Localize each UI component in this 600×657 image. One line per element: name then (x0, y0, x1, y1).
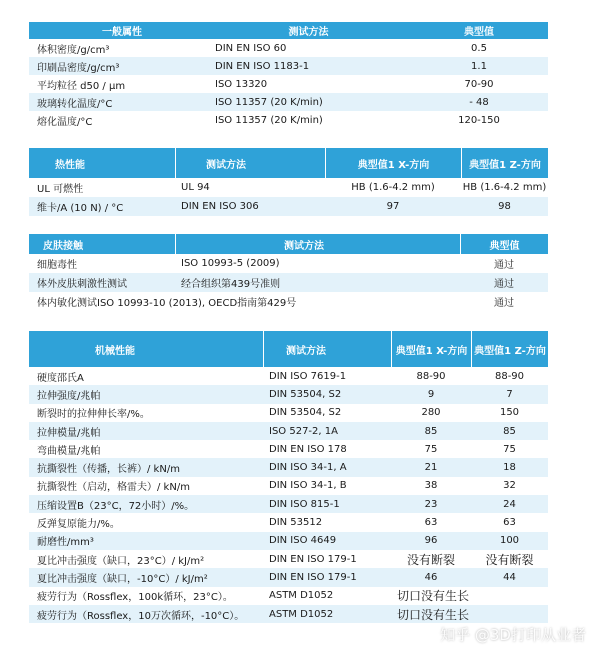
method-cell: DIN 53512 (269, 517, 323, 529)
property-cell: 断裂时的拉伸伸长率/%。 (37, 409, 150, 421)
table-row (29, 57, 548, 75)
property-cell: 抗撕裂性（传播，长裤）/ kN/m (37, 464, 180, 476)
mechanical-properties-table (29, 331, 548, 623)
header-cell: 测试方法 (263, 331, 391, 367)
table-row (29, 550, 548, 568)
property-cell: 体内敏化测试ISO 10993-10 (2013), OECD指南第429号 (37, 298, 297, 309)
table-row (29, 367, 548, 385)
value-z-cell: 88-90 (494, 370, 525, 382)
method-cell: DIN ISO 4649 (269, 535, 337, 547)
table-row (29, 111, 548, 129)
property-cell: 夏比冲击强度（缺口，-10°C）/ kJ/m² (37, 573, 208, 585)
method-cell: DIN EN ISO 1183-1 (215, 60, 310, 72)
property-cell: 疲劳行为（Rossflex，10万次循环，-10°C）。 (37, 610, 245, 622)
property-cell: 玻璃转化温度/°C (37, 98, 113, 110)
value-z-cell: 44 (503, 571, 516, 583)
value-z-cell: 没有断裂 (485, 552, 534, 567)
table-row (29, 605, 548, 623)
method-cell: DIN EN ISO 306 (181, 201, 259, 212)
table-row (29, 568, 548, 586)
value-x-cell: 97 (386, 201, 400, 212)
table-row (29, 532, 548, 550)
table-row (29, 385, 548, 403)
method-cell: ISO 13320 (215, 78, 268, 90)
thermal-properties-table (29, 148, 548, 216)
value-z-cell: 7 (506, 388, 513, 400)
property-cell: 熔化温度/°C (37, 116, 93, 128)
header-cell: 测试方法 (288, 27, 329, 38)
property-cell: 疲劳行为（Rossflex，100k循环，23°C）。 (37, 592, 233, 604)
table-row (29, 477, 548, 495)
method-cell: 经合组织第439号准则 (181, 279, 281, 290)
value-z-cell: 18 (503, 462, 516, 474)
value-cell: 0.5 (471, 42, 487, 54)
method-cell: DIN EN ISO 178 (269, 443, 347, 455)
table-body (29, 367, 548, 623)
method-cell: ISO 527-2, 1A (269, 425, 338, 437)
header-cell: 热性能 (55, 159, 85, 171)
value-x-cell: 切口没有生长 (397, 589, 470, 604)
table-row (29, 93, 548, 111)
method-cell: DIN EN ISO 179-1 (269, 571, 357, 583)
value-cell: 通过 (494, 279, 514, 290)
property-cell: 印刷品密度/g/cm³ (37, 62, 120, 74)
table-row (29, 39, 548, 57)
value-cell: - 48 (469, 96, 489, 108)
value-z-cell: 85 (503, 425, 516, 437)
method-cell: DIN ISO 7619-1 (269, 370, 347, 382)
method-cell: DIN 53504, S2 (269, 407, 342, 419)
table-row (29, 273, 548, 292)
property-cell: 弯曲模量/兆帕 (37, 445, 101, 457)
value-z-cell: 100 (499, 535, 520, 547)
property-cell: 抗撕裂性（启动，格雷夫）/ kN/m (37, 482, 190, 494)
table-row (29, 254, 548, 273)
value-x-cell: 21 (424, 462, 438, 474)
watermark: 知乎 @3D打印从业者 (440, 626, 586, 644)
method-cell: DIN 53504, S2 (269, 388, 342, 400)
value-cell: 通过 (494, 260, 514, 271)
header-cell: 典型值1 X-方向 (391, 331, 471, 367)
property-cell: 拉伸强度/兆帕 (37, 390, 101, 402)
value-z-cell: HB (1.6-4.2 mm) (462, 182, 547, 193)
property-cell: 压缩设置B（23°C，72小时）/%。 (37, 500, 195, 512)
value-x-cell: 38 (424, 480, 438, 492)
property-cell: 反弹复原能力/%。 (37, 519, 120, 531)
table-header (29, 148, 548, 178)
value-x-cell: 63 (424, 517, 438, 529)
table-header (29, 234, 548, 254)
property-cell: 耐磨性/mm³ (37, 537, 94, 549)
method-cell: DIN EN ISO 60 (215, 42, 287, 54)
value-z-cell: 24 (503, 498, 516, 510)
header-cell: 典型值 (464, 27, 494, 38)
property-cell: 体外皮肤刺激性测试 (37, 279, 127, 290)
method-cell: ISO 10993-5 (2009) (181, 258, 280, 269)
table-row (29, 495, 548, 513)
header-cell: 典型值1 X-方向 (325, 148, 461, 178)
header-cell: 机械性能 (95, 345, 135, 357)
value-x-cell: 88-90 (416, 370, 446, 382)
table-row (29, 587, 548, 605)
method-cell: DIN EN ISO 179-1 (269, 553, 357, 565)
property-cell: 细胞毒性 (37, 260, 77, 271)
table-row (29, 513, 548, 531)
value-z-cell: 75 (503, 443, 516, 455)
table-header (29, 331, 548, 367)
table-row (29, 422, 548, 440)
method-cell: ASTM D1052 (269, 590, 334, 602)
header-cell: 典型值1 Z-方向 (471, 331, 548, 367)
method-cell: ASTM D1052 (269, 608, 334, 620)
method-cell: DIN ISO 815-1 (269, 498, 340, 510)
value-z-cell: 150 (499, 407, 520, 419)
table-header (29, 22, 548, 39)
value-z-cell: 98 (498, 201, 511, 212)
method-cell: DIN ISO 34-1, A (269, 462, 347, 474)
value-cell: 通过 (494, 298, 514, 309)
table-row (29, 292, 548, 311)
value-x-cell: 85 (424, 425, 438, 437)
header-cell: 测试方法 (175, 148, 325, 178)
method-cell: UL 94 (181, 182, 210, 193)
method-cell: ISO 11357 (20 K/min) (215, 96, 323, 108)
property-cell: 平均粒径 d50 / µm (37, 80, 126, 92)
table-row (29, 75, 548, 93)
skin-contact-table (29, 234, 548, 311)
table-row (29, 178, 548, 197)
property-cell: 维卡/A (10 N) / °C (37, 203, 124, 214)
table-row (29, 197, 548, 216)
method-cell: ISO 11357 (20 K/min) (215, 114, 323, 126)
property-cell: UL 可燃性 (37, 184, 84, 195)
value-z-cell: 63 (503, 517, 516, 529)
property-cell: 拉伸模量/兆帕 (37, 427, 101, 439)
value-z-cell: 32 (503, 480, 516, 492)
method-cell: DIN ISO 34-1, B (269, 480, 347, 492)
value-x-cell: 没有断裂 (406, 552, 455, 567)
header-cell: 典型值1 Z-方向 (461, 148, 548, 178)
table-row (29, 458, 548, 476)
table-row (29, 404, 548, 422)
value-x-cell: 9 (427, 388, 435, 400)
value-cell: 1.1 (471, 60, 487, 72)
value-cell: 70-90 (464, 78, 494, 90)
value-x-cell: HB (1.6-4.2 mm) (351, 182, 435, 193)
value-x-cell: 23 (424, 498, 438, 510)
table-row (29, 440, 548, 458)
header-cell: 典型值 (460, 234, 548, 254)
general-properties-table (29, 22, 548, 129)
header-cell: 一般属性 (102, 27, 142, 38)
property-cell: 硬度邵氏A (37, 372, 84, 384)
value-x-cell: 46 (424, 571, 438, 583)
value-cell: 120-150 (458, 114, 500, 126)
value-x-cell: 96 (424, 535, 438, 547)
value-x-cell: 280 (421, 407, 441, 419)
header-cell: 皮肤接触 (43, 240, 83, 252)
value-x-cell: 切口没有生长 (397, 607, 470, 622)
property-cell: 体积密度/g/cm³ (37, 44, 110, 56)
value-x-cell: 75 (424, 443, 438, 455)
property-cell: 夏比冲击强度（缺口，23°C）/ kJ/m² (37, 555, 205, 567)
header-cell: 测试方法 (175, 234, 460, 254)
